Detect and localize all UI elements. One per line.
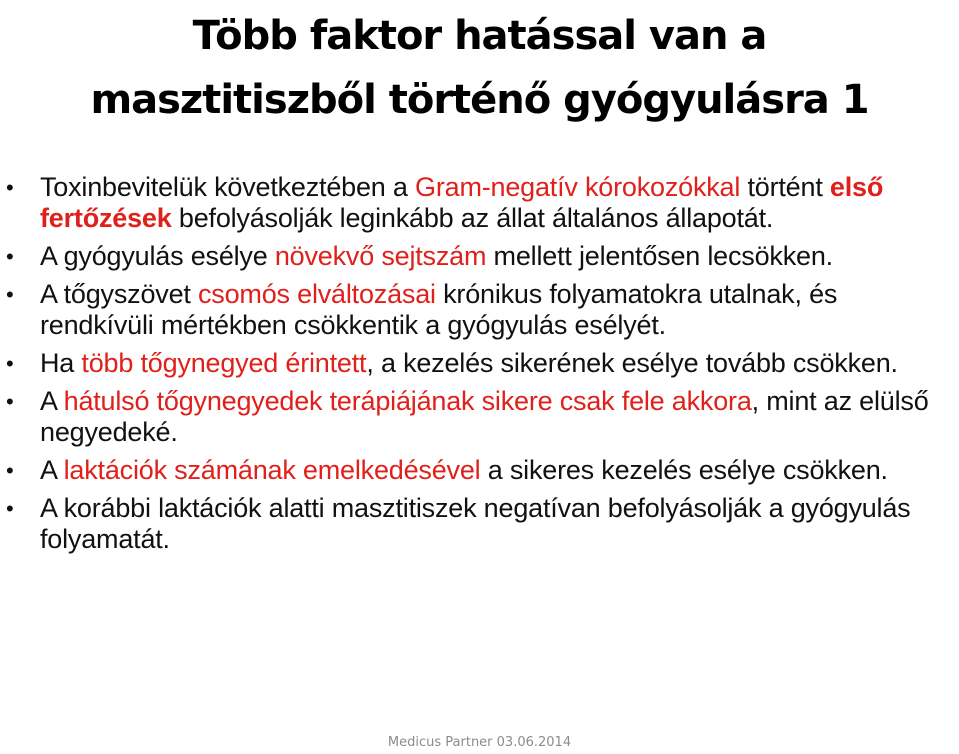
bullet-item (0, 241, 959, 272)
bullet-highlight-text: laktációk számának emelkedésével (63, 455, 481, 485)
bullet-highlight-text: Gram-negatív kórokozókkal (415, 172, 741, 202)
bullet-text: , mint az elülső negyedeké. (40, 386, 929, 447)
slide-title-line-1: Több faktor hatással van a (192, 13, 767, 59)
bullet-highlight-text: első fertőzések (40, 172, 884, 233)
bullet-text: Ha (40, 348, 82, 378)
bullet-text: A gyógyulás esélye (40, 241, 275, 271)
bullet-highlight-text: csomós elváltozásai (198, 279, 436, 309)
bullet-item (0, 172, 959, 234)
bullet-list (0, 172, 959, 562)
bullet-text: A tőgyszövet (40, 279, 198, 309)
bullet-dot-icon: • (6, 389, 14, 414)
bullet-highlight-text: hátulsó tőgynegyedek terápiájának sikere csak fele akkora (63, 386, 752, 416)
bullet-item (0, 455, 959, 486)
bullet-item (0, 386, 959, 448)
bullet-dot-icon: • (6, 351, 14, 376)
bullet-text: , a kezelés sikerének esélye tovább csökken. (366, 348, 898, 378)
slide-title-line-2: masztitiszből történő gyógyulásra 1 (90, 77, 869, 123)
bullet-dot-icon: • (6, 282, 14, 307)
bullet-text: krónikus folyamatokra utalnak, és rendkívüli mértékben csökkentik a gyógyulás esélyét. (40, 279, 838, 340)
bullet-item (0, 348, 959, 379)
bullet-text: A korábbi laktációk alatti masztitiszek negatívan befolyásolják a gyógyulás folyamatát. (40, 493, 911, 554)
slide-footer: Medicus Partner 03.06.2014 (387, 735, 572, 750)
bullet-text: A (40, 455, 64, 485)
bullet-dot-icon: • (6, 496, 14, 521)
bullet-dot-icon: • (6, 458, 14, 483)
bullet-text: Toxinbevitelük következtében a (40, 172, 416, 202)
bullet-text: történt (740, 172, 830, 202)
bullet-highlight-text: több tőgynegyed érintett (81, 348, 367, 378)
bullet-highlight-text: növekvő sejtszám (274, 241, 487, 271)
bullet-text: befolyásolják leginkább az állat általános állapotát. (171, 203, 774, 233)
slide-title (0, 4, 959, 132)
bullet-item (0, 279, 959, 341)
bullet-text: A (40, 386, 64, 416)
bullet-text: mellett jelentősen lecsökken. (486, 241, 833, 271)
bullet-dot-icon: • (6, 175, 14, 200)
bullet-text: a sikeres kezelés esélye csökken. (480, 455, 888, 485)
bullet-item (0, 493, 959, 555)
bullet-dot-icon: • (6, 244, 14, 269)
